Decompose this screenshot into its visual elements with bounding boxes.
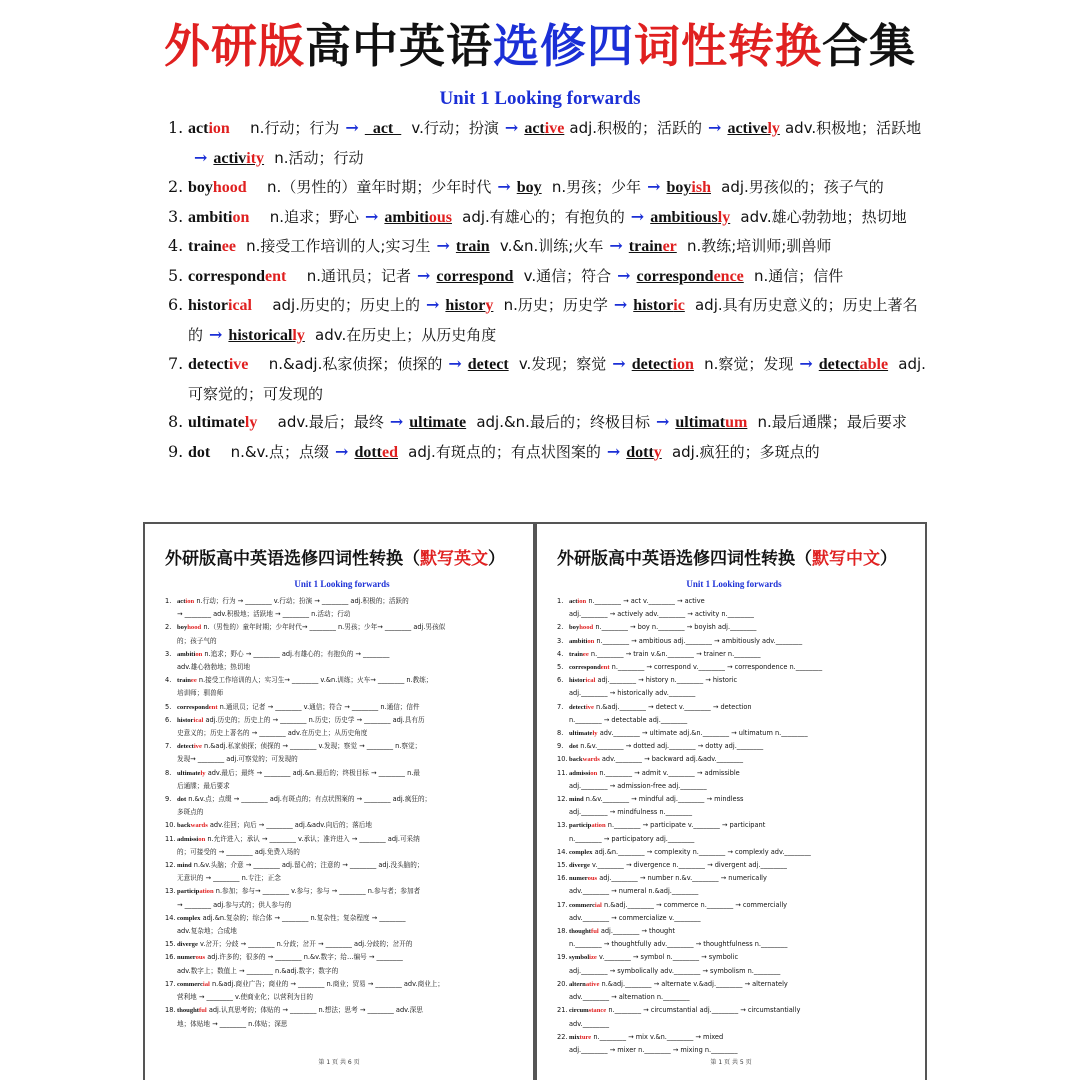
- preview-row: [165, 648, 519, 661]
- preview-row-text: admission n.________ → admit v.________ → admissible: [569, 768, 740, 777]
- preview-row-text: adv.复杂地；合成地: [177, 927, 237, 936]
- preview-row: [165, 951, 519, 964]
- preview-row: [557, 701, 911, 714]
- preview-row: [557, 899, 911, 912]
- preview-row-number: 16.: [165, 953, 176, 962]
- preview-row-text: commercial n.&adj.商业广告；商业的 → ________ n.商业；贸易 → ________ adv.商业上；: [177, 979, 444, 988]
- preview-row-number: 9.: [165, 795, 172, 804]
- preview-row-number: 12.: [165, 861, 176, 870]
- entry-body: detective n.&adj.私家侦探；侦探的 → detect v.发现；察觉 → detection n.察觉；发现 → detectable adj.可察觉的；可发现的: [188, 354, 926, 403]
- preview-row-text: diverge v.________ → divergence n.________ → divergent adj.________: [569, 861, 787, 870]
- preview-row-number: 17.: [557, 900, 568, 909]
- preview-row-text: n.________ → detectable adj.________: [569, 715, 688, 724]
- preview-row: [165, 991, 519, 1004]
- preview-row-text: thoughtful adj.________ → thought: [569, 927, 675, 936]
- preview-row: [557, 885, 911, 898]
- preview-row: [165, 978, 519, 991]
- preview-row: [165, 925, 519, 938]
- preview-row-number: 3.: [165, 649, 172, 658]
- preview-row-text: alternative n.&adj.________ → alternate v.&adj.________ → alternately: [569, 979, 788, 988]
- preview-row-number: [557, 991, 569, 1004]
- preview-row-number: 4.: [557, 649, 564, 658]
- entry-body: correspondent n.通讯员；记者 → correspond v.通信；符合 → correspondence n.通信；信件: [188, 265, 844, 285]
- vocab-entry: [168, 173, 928, 203]
- preview-row-number: 13.: [165, 887, 176, 896]
- preview-title: 外研版高中英语选修四词性转换（默写英文）: [165, 549, 505, 569]
- preview-list: [165, 595, 519, 1031]
- preview-row-text: adv.________ → commercialize v.________: [569, 913, 701, 922]
- preview-row-number: 8.: [165, 768, 172, 777]
- preview-row-number: 10.: [557, 755, 568, 764]
- preview-row: [557, 687, 911, 700]
- preview-row: [557, 648, 911, 661]
- preview-row: [165, 767, 519, 780]
- preview-row-text: complex adj.&n.________ → complexity n.________ → complexly adv.________: [569, 847, 811, 856]
- preview-row-number: [165, 727, 177, 740]
- preview-row-number: [165, 872, 177, 885]
- preview-row: [557, 740, 911, 753]
- preview-row: [165, 740, 519, 753]
- preview-row-text: adj.________ → mixer n.________ → mixing n.________: [569, 1045, 738, 1054]
- preview-row-number: [165, 846, 177, 859]
- preview-row-number: [165, 925, 177, 938]
- entry-body: ultimately adv.最后；最终 → ultimate adj.&n.最后的；终极目标 → ultimatum n.最后通牒；最后要求: [188, 412, 907, 431]
- preview-row-number: [165, 806, 177, 819]
- entry-body: historical adj.历史的；历史上的 → history n.历史；历史学 → historic adj.具有历史意义的；历史上著名的 → historically adv.在历史上；从历史角度: [188, 295, 918, 344]
- preview-row-number: 15.: [165, 940, 176, 949]
- preview-row-number: 7.: [165, 742, 172, 751]
- preview-row: [165, 1018, 519, 1031]
- preview-row-text: 后通牒；最后要求: [177, 781, 230, 790]
- preview-row-number: [165, 780, 177, 793]
- preview-row-text: circumstance n.________ → circumstantial adj.________ → circumstantially: [569, 1006, 801, 1015]
- preview-page-english[interactable]: [143, 522, 535, 1080]
- preview-row-text: mind n.&v.头脑；介意 → ________ adj.留心的；注意的 → ________ adj.没头脑的；: [177, 861, 424, 870]
- preview-row: [557, 872, 911, 885]
- preview-row: [165, 912, 519, 925]
- preview-row-number: [557, 780, 569, 793]
- preview-row-text: n.________ → participatory adj.________: [569, 834, 695, 843]
- entry-number: 6.: [168, 295, 184, 314]
- preview-row: [557, 965, 911, 978]
- preview-row-text: numerous adj.________ → number n.&v.________ → numerically: [569, 874, 767, 883]
- preview-title: 外研版高中英语选修四词性转换（默写中文）: [557, 549, 897, 569]
- entry-number: 7.: [168, 354, 184, 373]
- preview-row-text: 多斑点的: [177, 808, 204, 817]
- preview-row-text: detective n.&adj.________ → detect v.________ → detection: [569, 702, 752, 711]
- preview-row: [557, 938, 911, 951]
- vocab-entry: [168, 291, 928, 350]
- vocab-entry: [168, 232, 928, 262]
- entry-body: trainee n.接受工作培训的人;实习生 → train v.&n.训练;火车 → trainer n.教练;培训师;驯兽师: [188, 236, 832, 255]
- preview-row-text: adj.________ → historically adv.________: [569, 689, 696, 698]
- preview-row-number: 3.: [557, 636, 564, 645]
- preview-row: [165, 846, 519, 859]
- preview-unit-heading: Unit 1 Looking forwards: [294, 579, 390, 589]
- vocab-entry: [168, 408, 928, 438]
- preview-row-number: [165, 608, 177, 621]
- preview-row: [165, 872, 519, 885]
- preview-row-number: 15.: [557, 861, 568, 870]
- preview-row-number: 2.: [165, 623, 172, 632]
- vocab-entry: [168, 203, 928, 233]
- preview-row-number: [165, 1018, 177, 1031]
- preview-row-number: 7.: [557, 702, 564, 711]
- preview-row-number: 6.: [557, 676, 564, 685]
- entry-number: 8.: [168, 412, 184, 431]
- preview-row: [165, 714, 519, 727]
- preview-row-text: trainee n.接受工作培训的人；实习生→ ________ v.&n.训练；火车→ ________ n.教练；: [177, 676, 433, 685]
- preview-row-number: [557, 714, 569, 727]
- preview-row-text: adj.________ → mindfulness n.________: [569, 808, 693, 817]
- preview-row-number: 5.: [165, 702, 172, 711]
- preview-row-text: boyhood n.________ → boy n.________ → boyish adj.________: [569, 623, 757, 632]
- preview-row-text: participation n.________ → participate v.________ → participant: [569, 821, 766, 830]
- preview-row-number: 9.: [557, 742, 564, 751]
- preview-row: [165, 753, 519, 766]
- preview-row-text: n.________ → thoughtfully adv.________ → thoughtfulness n.________: [569, 940, 788, 949]
- preview-row-number: 20.: [557, 979, 568, 988]
- preview-row: [557, 1004, 911, 1017]
- preview-row-text: adv.________ → alternation n.________: [569, 993, 690, 1002]
- preview-row: [165, 833, 519, 846]
- preview-row-number: [557, 806, 569, 819]
- preview-row-text: dot n.&v.点；点缀 → ________ adj.有斑点的；有点状图案的 → ________ adj.疯狂的；: [177, 795, 432, 804]
- preview-row-text: ambition n.追求；野心 → ________ adj.有雄心的；有抱负的 → ________: [177, 649, 390, 658]
- preview-row-text: correspondent n.通讯员；记者 → ________ v.通信；符合 → ________ n.通信；信件: [177, 702, 420, 711]
- preview-row-number: 17.: [165, 979, 176, 988]
- preview-row: [557, 833, 911, 846]
- preview-row-text: 发现→ ________ adj.可察觉的；可发现的: [177, 755, 298, 764]
- entry-number: 2.: [168, 177, 184, 196]
- preview-row-text: 史意义的；历史上著名的 → ________ adv.在历史上；从历史角度: [177, 729, 368, 738]
- preview-row-number: 18.: [557, 927, 568, 936]
- preview-row-number: 12.: [557, 795, 568, 804]
- preview-row: [557, 991, 911, 1004]
- preview-row-text: 的；孩子气的: [177, 636, 217, 645]
- entry-body: action n.行动；行为 → act v.行动；扮演 → active adj.积极的；活跃的 → actively adv.积极地；活跃地→ activity n.活动；行动: [188, 118, 922, 167]
- preview-row: [165, 727, 519, 740]
- preview-row-text: ambition n.________ → ambitious adj.________ → ambitiously adv.________: [569, 636, 803, 645]
- preview-row-text: commercial n.&adj.________ → commerce n.________ → commercially: [569, 900, 788, 909]
- entry-number: 5.: [168, 265, 184, 285]
- preview-row-text: dot n.&v.________ → dotted adj.________ → dotty adj.________: [569, 742, 764, 751]
- page-title: [0, 16, 1080, 76]
- entry-body: boyhood n.（男性的）童年时期；少年时代 → boy n.男孩；少年 → boyish adj.男孩似的；孩子气的: [188, 177, 884, 196]
- preview-row-text: action n.行动；行为 → ________ v.行动；扮演 → ________ adj.积极的；活跃的: [177, 597, 409, 605]
- preview-row: [165, 806, 519, 819]
- preview-row-number: [557, 833, 569, 846]
- preview-row: [165, 595, 519, 608]
- preview-row-text: adv.数字上；数值上 → ________ n.&adj.数字；数字的: [177, 966, 339, 975]
- preview-row: [165, 1004, 519, 1017]
- preview-unit-heading: Unit 1 Looking forwards: [686, 579, 782, 589]
- preview-row-text: participation n.参加；参与→ ________ v.参与；参与 → ________ n.参与者；参加者: [177, 887, 421, 896]
- preview-row-number: 8.: [557, 729, 564, 738]
- preview-row-text: → ________ adv.积极地；活跃地 → ________ n.活动；行动: [177, 610, 351, 619]
- title-part-1: 外研版: [164, 19, 305, 73]
- preview-row-text: ultimately adv.最后；最终 → ________ adj.&n.最后的；终极目标 → ________ n.最: [177, 768, 420, 777]
- preview-row: [557, 595, 911, 608]
- preview-row-number: 2.: [557, 623, 564, 632]
- preview-row-text: adj.________ → symbolically adv.________ → symbolism n.________: [569, 966, 781, 975]
- preview-list: [557, 595, 911, 1057]
- preview-row: [557, 621, 911, 634]
- preview-row-number: 22.: [557, 1032, 568, 1041]
- preview-row-text: 培训师；驯兽师: [177, 689, 224, 698]
- preview-row-text: action n.________ → act v.________ → active: [569, 597, 705, 605]
- preview-row: [165, 859, 519, 872]
- preview-row-text: adv.雄心勃勃地；热切地: [177, 663, 251, 672]
- preview-row-number: [557, 1044, 569, 1057]
- preview-row-text: 营利地 → ________ v.使商业化；以营利为目的: [177, 993, 313, 1002]
- preview-row: [165, 608, 519, 621]
- preview-row-text: boyhood n.（男性的）童年时期；少年时代→ ________ n.男孩；少年→ ________ adj.男孩似: [177, 623, 446, 632]
- preview-row: [557, 727, 911, 740]
- entry-number: 9.: [168, 441, 184, 461]
- preview-row-number: [557, 938, 569, 951]
- preview-row-number: 19.: [557, 953, 568, 962]
- preview-row-text: 无意识的 → ________ n.专注；正念: [177, 874, 281, 883]
- preview-row: [165, 899, 519, 912]
- preview-row-number: [165, 661, 177, 674]
- page-footer: 第 1 页 共 6 页: [318, 1059, 360, 1066]
- preview-row-text: numerous adj.许多的；很多的 → ________ n.&v.数字；给…编号 → ________: [177, 953, 403, 962]
- entry-number: 3.: [168, 206, 184, 226]
- preview-row-text: adv.________ → numeral n.&adj.________: [569, 887, 699, 896]
- preview-row: [557, 846, 911, 859]
- preview-row: [165, 687, 519, 700]
- preview-row-text: admission n.允许进入；承认 → ________ v.承认；准许进入 → ________ adj.可采纳: [177, 834, 420, 843]
- preview-row-number: [165, 899, 177, 912]
- preview-row-text: historical adj.________ → history n.________ → historic: [569, 676, 738, 685]
- preview-row-number: 5.: [557, 663, 564, 672]
- preview-row-text: adj.________ → actively adv.________ → activity n.________: [569, 610, 754, 619]
- preview-row: [165, 885, 519, 898]
- preview-row-number: 16.: [557, 874, 568, 883]
- preview-row-number: [557, 1018, 569, 1031]
- preview-row-number: [165, 635, 177, 648]
- preview-row-text: symbolize v.________ → symbol n.________ → symbolic: [569, 953, 739, 962]
- preview-row-text: adv.________: [569, 1019, 610, 1028]
- preview-row: [557, 819, 911, 832]
- preview-row-text: 地；体贴地 → ________ n.体贴；深思: [177, 1019, 288, 1028]
- preview-row: [165, 938, 519, 951]
- preview-row-number: 6.: [165, 715, 172, 724]
- preview-row: [165, 819, 519, 832]
- vocab-entry: [168, 438, 928, 468]
- preview-row: [557, 793, 911, 806]
- preview-row: [165, 661, 519, 674]
- preview-row: [165, 635, 519, 648]
- preview-row: [557, 912, 911, 925]
- preview-row-number: 21.: [557, 1006, 568, 1015]
- preview-row-number: 4.: [165, 676, 172, 685]
- preview-row-number: [165, 687, 177, 700]
- preview-row: [165, 780, 519, 793]
- preview-row: [557, 806, 911, 819]
- preview-row: [557, 608, 911, 621]
- preview-row-number: [557, 608, 569, 621]
- title-part-3: 选修四: [493, 19, 634, 73]
- preview-row-number: [557, 965, 569, 978]
- preview-row-number: [557, 885, 569, 898]
- preview-row-number: 18.: [165, 1006, 176, 1015]
- preview-row: [557, 635, 911, 648]
- preview-row-text: → ________ adj.参与式的；供人参与的: [177, 900, 292, 909]
- preview-row-text: thoughtful adj.认真思考的；体贴的 → ________ n.想法；思考 → ________ adv.深思: [177, 1006, 423, 1015]
- preview-row-text: complex adj.&n.复杂的；综合体 → ________ n.复杂性；复杂程度 → ________: [177, 913, 406, 922]
- preview-row-text: mixture n.________ → mix v.&n.________ → mixed: [569, 1032, 724, 1041]
- preview-row: [557, 951, 911, 964]
- preview-row: [557, 714, 911, 727]
- unit-heading: Unit 1 Looking forwards: [439, 88, 641, 109]
- preview-row: [165, 793, 519, 806]
- entry-body: ambition n.追求；野心 → ambitious adj.有雄心的；有抱负的 → ambitiously adv.雄心勃勃地；热切地: [188, 206, 907, 226]
- preview-row-text: adj.________ → admission-free adj.________: [569, 781, 707, 790]
- entry-body: dot n.&v.点；点缀 → dotted adj.有斑点的；有点状图案的 → dotty adj.疯狂的；多斑点的: [188, 441, 820, 461]
- preview-row: [165, 621, 519, 634]
- preview-row: [557, 978, 911, 991]
- preview-row-text: historical adj.历史的；历史上的 → ________ n.历史；历史学 → ________ adj.具有历: [177, 715, 425, 724]
- vocab-entry: [168, 262, 928, 292]
- page-footer: 第 1 页 共 5 页: [710, 1059, 752, 1066]
- preview-row: [165, 674, 519, 687]
- preview-row-number: [557, 687, 569, 700]
- preview-row-text: 的；可接受的 → ________ adj.免费入场的: [177, 847, 300, 856]
- vocabulary-list: [168, 114, 928, 524]
- preview-row: [557, 1018, 911, 1031]
- preview-row-number: 1.: [165, 597, 172, 605]
- preview-row-number: 10.: [165, 821, 176, 830]
- preview-row-number: 13.: [557, 821, 568, 830]
- title-part-5: 合集: [822, 19, 916, 73]
- preview-row: [557, 1031, 911, 1044]
- entry-number: 4.: [168, 236, 184, 255]
- preview-row-number: [165, 753, 177, 766]
- preview-row: [557, 767, 911, 780]
- preview-row-number: 11.: [557, 768, 568, 777]
- preview-row: [165, 701, 519, 714]
- preview-row: [165, 965, 519, 978]
- preview-row-text: detective n.&adj.私家侦探；侦探的 → ________ v.发现；察觉 → ________ n.察觉；: [177, 742, 422, 751]
- preview-row: [557, 661, 911, 674]
- vocab-entry: [168, 350, 928, 408]
- preview-row: [557, 674, 911, 687]
- title-part-2: 高中英语: [305, 19, 493, 73]
- preview-row-text: trainee n.________ → train v.&n.________ → trainer n.________: [569, 649, 761, 658]
- preview-row-text: correspondent n.________ → correspond v.________ → correspondence n.________: [569, 663, 823, 672]
- preview-page-chinese[interactable]: [535, 522, 927, 1080]
- entry-number: 1.: [168, 118, 184, 137]
- preview-row: [557, 780, 911, 793]
- preview-row-text: diverge v.岔开；分歧 → ________ n.分歧；岔开 → ________ adj.分歧的；岔开的: [177, 940, 413, 949]
- preview-row-text: ultimately adv.________ → ultimate adj.&n.________ → ultimatum n.________: [569, 729, 808, 738]
- preview-row-number: 1.: [557, 597, 564, 605]
- preview-row: [557, 925, 911, 938]
- preview-row-number: [165, 965, 177, 978]
- preview-row: [557, 859, 911, 872]
- preview-row-text: backwards adv.往回；向后 → ________ adj.&adv.向后的；落后地: [177, 821, 372, 830]
- preview-row: [557, 1044, 911, 1057]
- preview-row-text: backwards adv.________ → backward adj.&adv.________: [569, 755, 744, 764]
- preview-row-number: 14.: [557, 847, 568, 856]
- vocab-entry: [168, 114, 928, 173]
- preview-row: [557, 753, 911, 766]
- title-part-4: 词性转换: [634, 19, 822, 73]
- preview-row-number: 11.: [165, 834, 176, 843]
- preview-row-number: [165, 991, 177, 1004]
- preview-row-number: [557, 912, 569, 925]
- preview-row-text: mind n.&v.________ → mindful adj.________ → mindless: [569, 795, 744, 804]
- preview-row-number: 14.: [165, 913, 176, 922]
